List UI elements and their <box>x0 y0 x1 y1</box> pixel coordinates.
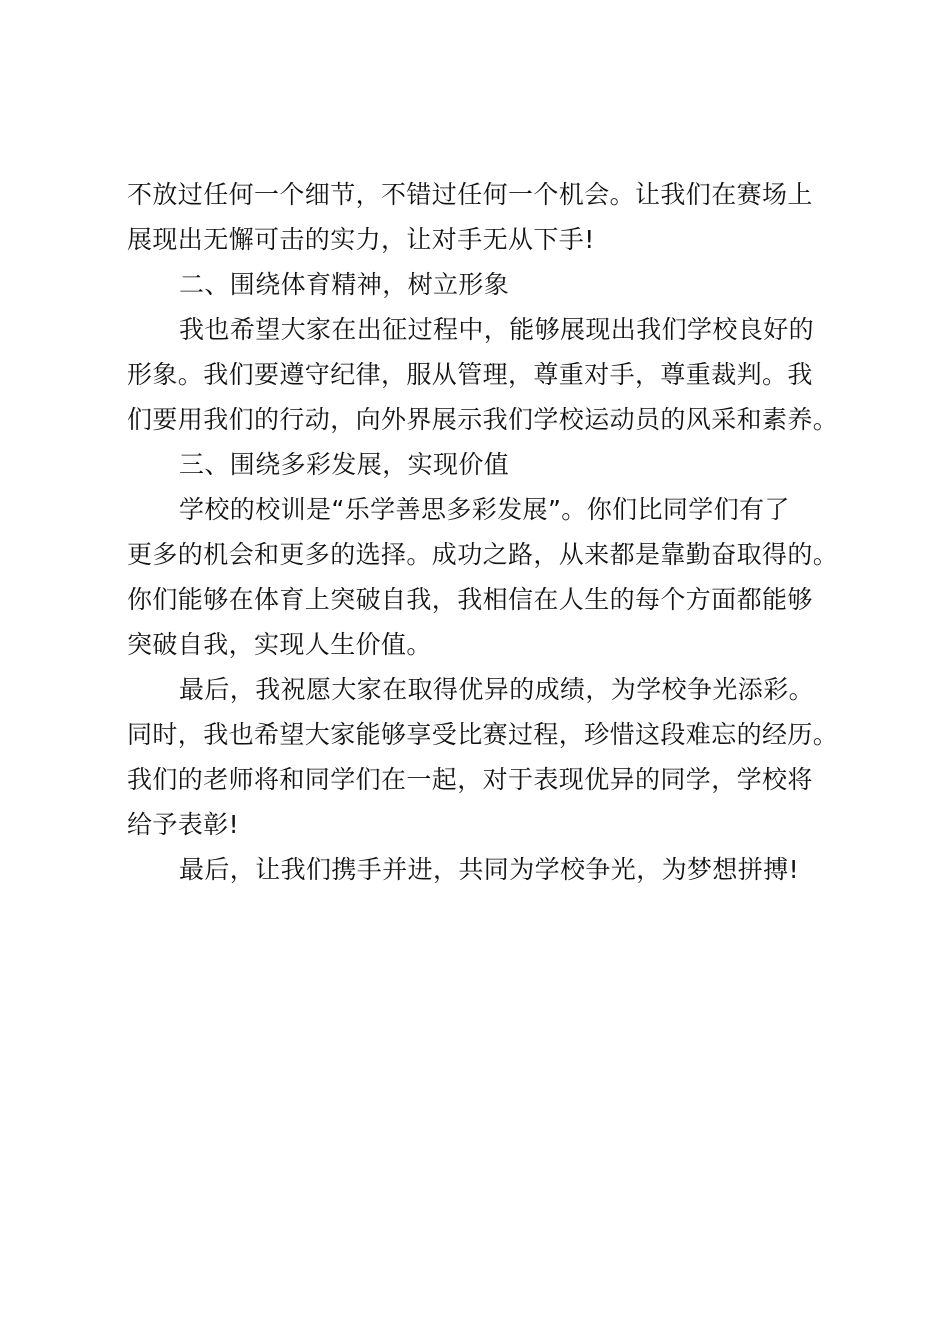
text-line: 不放过任何一个细节，不错过任何一个机会。让我们在赛场上 <box>127 180 813 209</box>
text-line: 你们能够在体育上突破自我，我相信在人生的每个方面都能够 <box>127 585 813 614</box>
text-line: 我也希望大家在出征过程中，能够展现出我们学校良好的 <box>179 315 815 344</box>
heading-text: 三、围绕多彩发展，实现价值 <box>179 450 510 479</box>
text-line: 同时，我也希望大家能够享受比赛过程，珍惜这段难忘的经历。 <box>127 720 839 749</box>
text-line: 突破自我，实现人生价值。 <box>127 630 432 659</box>
text-line: 最后，我祝愿大家在取得优异的成绩，为学校争光添彩。 <box>179 675 815 704</box>
paragraph-closing <box>127 847 839 892</box>
section-heading-3 <box>127 442 839 487</box>
paragraph-image <box>127 307 839 442</box>
text-line: 给予表彰! <box>127 810 240 839</box>
text-line: 最后，让我们携手并进，共同为学校争光，为梦想拼搏! <box>179 855 800 884</box>
paragraph-wishes <box>127 667 839 847</box>
text-line: 们要用我们的行动，向外界展示我们学校运动员的风采和素养。 <box>127 405 839 434</box>
paragraph-continuation <box>127 172 839 262</box>
text-line: 我们的老师将和同学们在一起，对于表现优异的同学，学校将 <box>127 765 813 794</box>
document-body <box>127 172 839 892</box>
text-line: 形象。我们要遵守纪律，服从管理，尊重对手，尊重裁判。我 <box>127 360 813 389</box>
text-line: 学校的校训是“乐学善思多彩发展”。你们比同学们有了 <box>179 495 790 524</box>
paragraph-motto <box>127 487 839 667</box>
text-line: 更多的机会和更多的选择。成功之路，从来都是靠勤奋取得的。 <box>127 540 839 569</box>
heading-text: 二、围绕体育精神，树立形象 <box>179 270 510 299</box>
text-line: 展现出无懈可击的实力，让对手无从下手! <box>127 225 595 254</box>
section-heading-2 <box>127 262 839 307</box>
